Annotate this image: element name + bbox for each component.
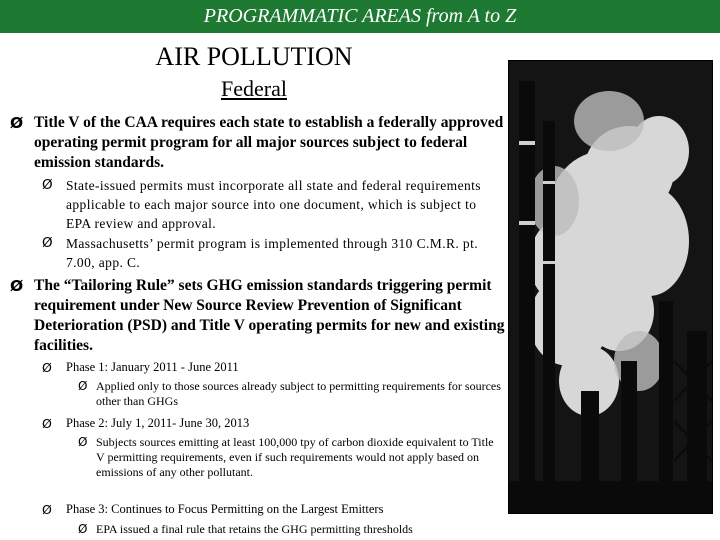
arrow-bullet-icon: Ø — [78, 522, 88, 536]
phase-text: Phase 2: July 1, 2011- June 30, 2013 — [66, 416, 250, 430]
arrow-bullet-icon: Ø — [42, 502, 52, 517]
bullet-tailoring-rule — [10, 276, 505, 356]
page-subtitle: Federal — [221, 76, 287, 101]
arrow-bullet-icon: Ø — [42, 416, 52, 431]
phase-text: Phase 3: Continues to Focus Permitting on the Largest Emitters — [66, 502, 384, 516]
phase-1-detail — [78, 379, 503, 409]
sub-bullet-massachusetts — [42, 234, 502, 272]
phase-3 — [42, 502, 502, 517]
arrow-bullet-icon: Ø — [10, 114, 24, 132]
smokestacks-photo — [508, 60, 713, 514]
arrow-bullet-icon: Ø — [42, 235, 54, 251]
phase-detail-text: Subjects sources emitting at least 100,000 tpy of carbon dioxide equivalent to Title V permitting requirements, even if such requirements would not apply based on emissions of any other pollutant. — [96, 435, 494, 479]
phase-detail-text: EPA issued a final rule that retains the GHG permitting thresholds — [96, 522, 413, 536]
arrow-bullet-icon: Ø — [78, 379, 88, 393]
sub-bullet-text: State-issued permits must incorporate all state and federal requirements applicable to each major source into one document, which is subject to EPA review and approval. — [66, 178, 481, 231]
phase-text: Phase 1: January 2011 - June 2011 — [66, 360, 239, 374]
phase-3-detail — [78, 522, 503, 537]
sub-bullet-state-permits — [42, 176, 502, 233]
phase-1 — [42, 360, 502, 375]
arrow-bullet-icon: Ø — [10, 277, 24, 295]
phase-2 — [42, 416, 502, 431]
arrow-bullet-icon: Ø — [42, 177, 54, 193]
arrow-bullet-icon: Ø — [42, 360, 52, 375]
arrow-bullet-icon: Ø — [78, 435, 88, 449]
bullet-text: The “Tailoring Rule” sets GHG emission standards triggering permit requirement under New Source Review Prevention of Significant Deterioration (PSD) and Title V operating permits for new and existing facilities. — [34, 277, 505, 354]
bullet-title-v — [10, 113, 505, 173]
page-title: AIR POLLUTION — [155, 42, 353, 71]
header-banner: PROGRAMMATIC AREAS from A to Z — [0, 0, 720, 33]
sub-bullet-text: Massachusetts’ permit program is implemented through 310 C.M.R. pt. 7.00, app. C. — [66, 236, 478, 270]
bullet-text: Title V of the CAA requires each state to establish a federally approved operating permit program for all major sources subject to federal emission standards. — [34, 114, 504, 171]
phase-2-detail — [78, 435, 503, 480]
phase-detail-text: Applied only to those sources already subject to permitting requirements for sources other than GHGs — [96, 379, 501, 408]
